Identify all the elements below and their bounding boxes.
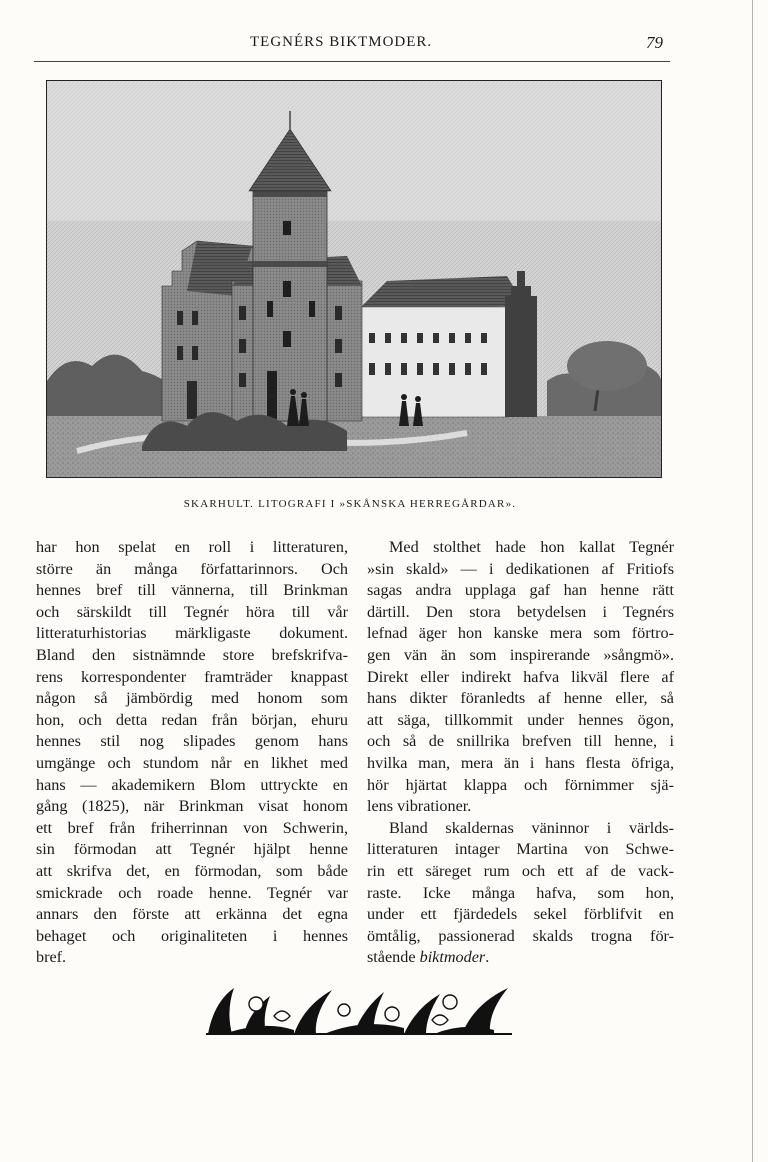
final-line-suffix: . [485,948,490,967]
text-line: litteraturen intager Martina von Schwe- [367,840,674,859]
text-line: hennes bref till vännerna, till Brinkman [36,581,348,600]
text-line: att skrifva det, en förmodan, som både [36,861,348,880]
text-line: lens vibrationer. [367,797,472,816]
text-line: Bland skaldernas väninnor i världs- [389,818,674,837]
text-line: att säga, tillkommit under hennes ögon, [367,710,674,729]
text-line: därtill. Den stora betydelsen i Tegnérs [367,602,674,621]
text-line: sin förmodan att Tegnér hjälpt henne [36,840,348,859]
text-line: hon, och detta redan från början, ehuru [36,710,348,729]
text-line: och särskildt till Tegnér höra till vår [36,602,348,621]
text-line: smickrade och roade henne. Tegnér var [36,883,348,902]
text-line: hans dikter föranledts af henne eller, så [367,689,674,708]
left-column [36,537,348,969]
lawn [47,416,661,477]
text-line: sagas andra upplaga gaf han henne rätt [367,581,674,600]
text-line: behaget och originaliteten i hennes [36,926,348,945]
text-line: Bland den sistnämnde store brefskrifva- [36,645,348,664]
text-line: ömtålig, passionerad skalds trogna för- [367,926,674,945]
page-edge [752,0,753,1162]
header-rule [34,61,670,62]
text-line: har hon spelat en roll i litteraturen, [36,538,348,556]
text-line: hennes stil nog slipades genom hans [36,732,348,751]
castle-illustration [46,80,662,478]
text-line: ett bref från friherrinnan von Schwerin, [36,818,348,837]
text-line: under ett fjärdedels sekel förblifvit en [367,905,674,924]
text-line: »sin skald» — i dedikationen af Fritiofs [367,559,674,578]
text-line: Med stolthet hade hon kallat Tegnér [389,538,674,556]
text-line: rens korrespondenter framträder knappast [36,667,348,686]
right-wing-wall [357,307,507,417]
floral-vignette-icon [204,982,514,1038]
text-line: hör hjärtat klappa och förnimmer sjä- [367,775,674,794]
text-line: Direkt eller indirekt hafva likväl flere af [367,667,674,686]
text-line-final [367,947,674,969]
figure-caption: SKARHULT. LITOGRAFI I »SKÅNSKA HERREGÅRDAR». [183,498,517,510]
page-number: 79 [646,33,663,52]
text-line: hvilka man, mera än i hans flesta öfriga, [367,753,674,772]
text-line: annars den förste att erkänna det egna [36,905,348,924]
text-line: och så de snillrika brefven till henne, i [367,732,674,751]
text-line: gång (1825), när Brinkman visat honom [36,797,348,816]
running-title: TEGNÉRS BIKTMODER. [250,34,433,50]
text-line: större än många författarinnors. Och [36,559,348,578]
text-line: rin ett säreget rum och ett af de vack- [367,861,674,880]
text-line: någon så jämbördig med honom som [36,689,348,708]
text-line: lefnad äger hon kanske mera som förtro- [367,624,674,643]
text-line: raste. Icke många hafva, som hon, [367,883,674,902]
text-line: umgänge och stundom når en likhet med [36,753,348,772]
text-line: hans — akademikern Blom uttryckte en [36,775,348,794]
right-column [367,537,674,969]
final-line-prefix: stående [367,948,420,967]
text-line: bref. [36,948,67,967]
biktmoder-italic: biktmoder [419,948,486,967]
text-line: gen vän än som inspirerande »sångmö». [367,645,674,664]
text-line: litteraturhistorias märkligaste dokument. [36,624,348,643]
